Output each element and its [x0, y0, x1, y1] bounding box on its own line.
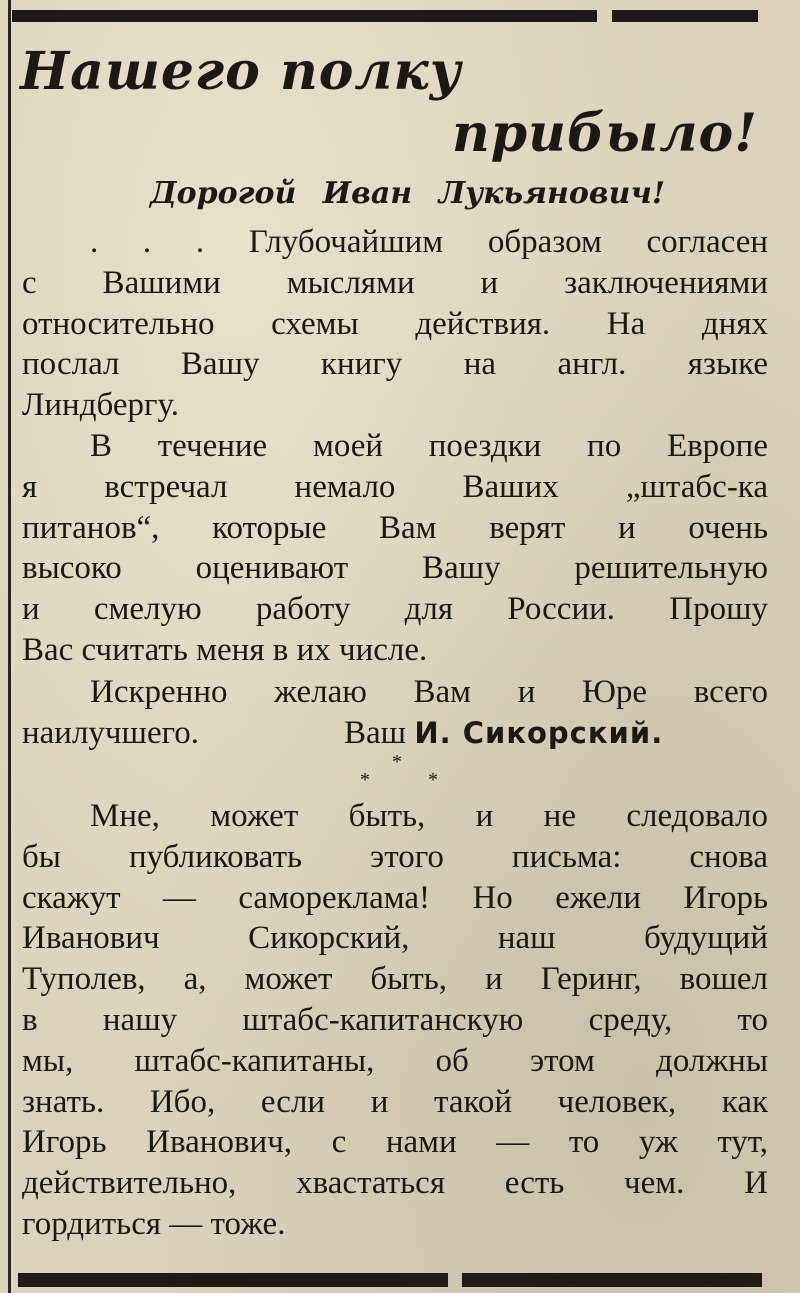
text-line: Вас считать меня в их числе. [22, 631, 428, 668]
text-line: я встречал немало Ваших „штабс-ка [22, 468, 768, 505]
text-line: мы, штабс-капитаны, об этом должны [22, 1042, 768, 1079]
text-line: послал Вашу книгу на англ. языке [22, 346, 768, 383]
text-line: в нашу штабс-капитанскую среду, то [22, 1001, 768, 1038]
text-line: . . . Глубочайшим образом согласен [90, 224, 768, 260]
editor-comment [22, 796, 768, 1245]
closing-word: наилучшего. [22, 715, 200, 751]
separator-star: * [392, 751, 402, 773]
text-line: Игорь Иванович, с нами — то уж тут, [22, 1124, 768, 1161]
text-line: гордиться — тоже. [22, 1205, 286, 1242]
letter-paragraph-1 [22, 222, 768, 426]
headline-line-2: прибыло! [452, 103, 759, 164]
top-rule [12, 10, 597, 22]
separator-star: * [428, 769, 438, 791]
letter-salutation: Дорогой Иван Лукьянович! [150, 176, 666, 211]
text-line: знать. Ибо, если и такой человек, как [22, 1083, 768, 1120]
text-line: В течение моей поездки по Европе [90, 428, 768, 464]
text-line: бы публиковать этого письма: снова [22, 838, 768, 875]
text-line: Иванович Сикорский, наш будущий [22, 920, 768, 957]
headline-line-1: Нашего полку [20, 41, 462, 102]
text-line: скажут — самореклама! Но ежели Игорь [22, 879, 768, 916]
separator-star: * [360, 769, 370, 791]
signature: И. Сикорский. [414, 716, 664, 750]
letter-paragraph-3 [22, 672, 768, 713]
text-line: Искренно желаю Вам и Юре всего [90, 674, 768, 710]
text-line: высоко оценивают Вашу решительную [22, 550, 768, 587]
text-line: действительно, хвастаться есть чем. И [22, 1165, 768, 1202]
bottom-rule-right [462, 1273, 762, 1287]
text-line: Мне, может быть, и не следовало [90, 798, 768, 834]
text-line: с Вашими мыслями и заключениями [22, 264, 768, 301]
letter-paragraph-2 [22, 426, 768, 671]
text-line: Туполев, а, может быть, и Геринг, вошел [22, 961, 768, 998]
signature-block [344, 713, 663, 753]
section-separator [352, 752, 452, 792]
top-rule-right [612, 10, 758, 22]
text-line: питанов“, которые Вам верят и очень [22, 509, 768, 546]
column-border [8, 0, 11, 1293]
bottom-rule [18, 1273, 448, 1287]
text-line: Линдбергу. [22, 387, 179, 424]
text-line: и смелую работу для России. Прошу [22, 591, 768, 628]
text-line: относительно схемы действия. На днях [22, 305, 768, 342]
letter-closing [22, 713, 768, 753]
closing-yours: Ваш [344, 715, 407, 751]
